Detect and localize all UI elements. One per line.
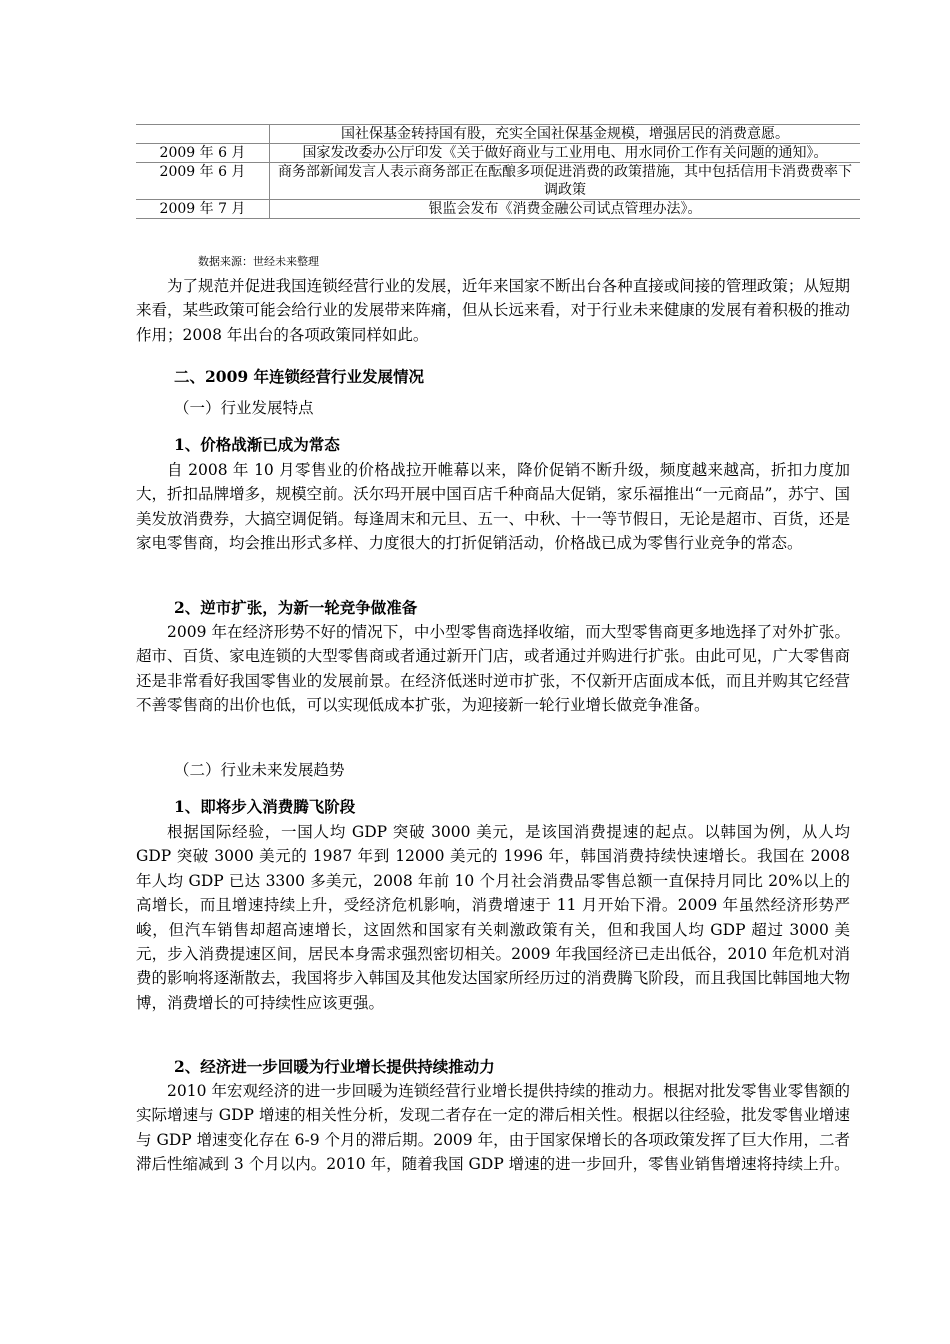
item-4-paragraph: 2010 年宏观经济的进一步回暖为连锁经营行业增长提供持续的推动力。根据对批发零售业零售额的实际增速与 GDP 增速的相关性分析，发现二者存在一定的滞后相关性。根据以往经验，批发零售业增速与 GDP 增速变化存在 6-9 个月的滞后期。2009 年，由于国家保增长的各项政策发挥了巨大作用，二者滞后性缩减到 3 个月以内。2010 年，随着我国 GDP 增速的进一步回升，零售业销售增速将持续上升。 — [136, 1082, 850, 1174]
item-3-paragraph: 根据国际经验，一国人均 GDP 突破 3000 美元，是该国消费提速的起点。以韩国为例，从人均 GDP 突破 3000 美元的 1987 年到 12000 美元的 1996 年，韩国消费持续快速增长。我国在 2008 年人均 GDP 已达 3300 多美元，2008 年前 10 个月社会消费品零售总额一直保持月同比 20%以上的高增长，而且增速持续上升，受经济危机影响，消费增速于 11 月开始下滑。2009 年虽然经济形势严峻，但汽车销售却超高速增长，这固然和国家有关刺激政策有关，但和我国人均 GDP 超过 3000 美元，步入消费提速区间，居民本身需求强烈密切相关。2009 年我国经济已走出低谷，2010 年危机对消费的影响将逐渐散去，我国将步入韩国及其他发达国家所经历过的消费腾飞阶段，而且我国比韩国地大物博，消费增长的可持续性应该更强。 — [136, 823, 850, 1012]
policy-table — [136, 124, 860, 219]
table-row — [136, 163, 860, 200]
policy-cell: 国家发改委办公厅印发《关于做好商业与工业用电、用水同价工作有关问题的通知》。 — [270, 144, 861, 163]
item-3-title: 1、即将步入消费腾飞阶段 — [174, 797, 356, 816]
policy-cell: 银监会发布《消费金融公司试点管理办法》。 — [270, 200, 861, 219]
item-1-title: 1、价格战渐已成为常态 — [174, 435, 340, 454]
subsection-1-title: （一）行业发展特点 — [174, 399, 314, 417]
item-2-title: 2、逆市扩张，为新一轮竞争做准备 — [174, 598, 418, 617]
table-row — [136, 200, 860, 219]
table-row — [136, 125, 860, 144]
item-4-title: 2、经济进一步回暖为行业增长提供持续推动力 — [174, 1057, 495, 1076]
intro-paragraph: 为了规范并促进我国连锁经营行业的发展，近年来国家不断出台各种直接或间接的管理政策；从短期来看，某些政策可能会给行业的发展带来阵痛，但从长远来看，对于行业未来健康的发展有着积极的推动作用；2008 年出台的各项政策同样如此。 — [136, 277, 850, 344]
item-1-paragraph: 自 2008 年 10 月零售业的价格战拉开帷幕以来，降价促销不断升级，频度越来越高，折扣力度加大，折扣品牌增多，规模空前。沃尔玛开展中国百店千种商品大促销，家乐福推出“一元商品”，苏宁、国美发放消费券，大搞空调促销。每逢周末和元旦、五一、中秋、十一等节假日，无论是超市、百货，还是家电零售商，均会推出形式多样、力度很大的打折促销活动，价格战已成为零售行业竞争的常态。 — [136, 461, 850, 553]
date-cell: 2009 年 7 月 — [136, 200, 270, 219]
policy-cell: 国社保基金转持国有股，充实全国社保基金规模，增强居民的消费意愿。 — [270, 125, 861, 144]
date-cell: 2009 年 6 月 — [136, 144, 270, 163]
date-cell: 2009 年 6 月 — [136, 163, 270, 200]
subsection-2-title: （二）行业未来发展趋势 — [174, 761, 345, 779]
item-2-paragraph: 2009 年在经济形势不好的情况下，中小型零售商选择收缩，而大型零售商更多地选择了对外扩张。超市、百货、家电连锁的大型零售商或者通过新开门店，或者通过并购进行扩张。由此可见，广大零售商还是非常看好我国零售业的发展前景。在经济低迷时逆市扩张，不仅新开店面成本低，而且并购其它经营不善零售商的出价也低，可以实现低成本扩张，为迎接新一轮行业增长做竞争准备。 — [136, 623, 850, 715]
section-2-title: 二、2009 年连锁经营行业发展情况 — [174, 367, 425, 386]
date-cell — [136, 125, 270, 144]
policy-cell: 商务部新闻发言人表示商务部正在酝酿多项促进消费的政策措施，其中包括信用卡消费费率下调政策 — [270, 163, 861, 200]
table-row — [136, 144, 860, 163]
table-source-note: 数据来源：世经未来整理 — [198, 255, 319, 268]
